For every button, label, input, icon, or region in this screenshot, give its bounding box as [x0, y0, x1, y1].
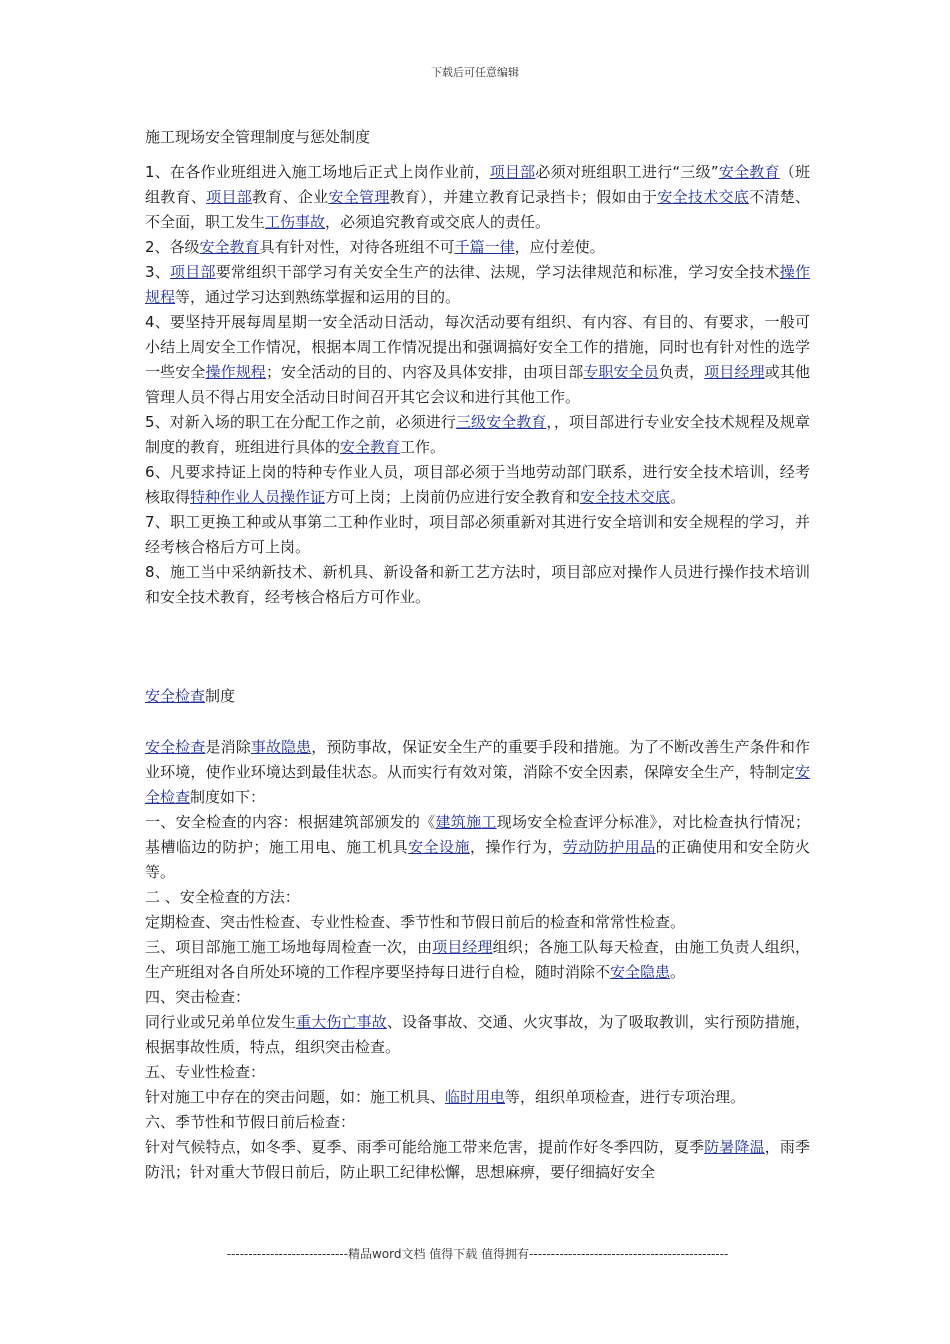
text-run: 要常组织干部学习有关安全生产的法律、法规，学习法律规范和标准，学习安全技术 — [215, 263, 780, 281]
text-run: 工作。 — [400, 438, 446, 456]
hyperlink[interactable]: 事故隐患 — [250, 738, 312, 756]
text-run: 方可上岗；上岗前仍应进行安全教育和 — [325, 488, 581, 506]
section2-title — [145, 685, 235, 706]
text-run: 教育、企业 — [252, 188, 329, 206]
page-footer: ----------------------------精品word文档 值得下载 值得拥有---------------------------------------------- — [226, 1247, 729, 1261]
text-run: ，雨季防汛；针对重大节假日前后，防止职工纪律松懈，思想麻痹，要仔细搞好安全 — [145, 1138, 810, 1181]
hyperlink[interactable]: 安全技术交底 — [580, 488, 671, 506]
text-run: 是消除 — [205, 738, 251, 756]
paragraph — [145, 1060, 810, 1085]
text-run: 四、突击检查： — [145, 988, 251, 1006]
hyperlink[interactable]: 项目部 — [170, 263, 216, 281]
text-run: 必须对班组职工进行“三级” — [535, 163, 719, 181]
text-run: 。 — [670, 963, 686, 981]
text-run: 六、季节性和节假日前后检查： — [145, 1113, 356, 1131]
text-run: 8、施工当中采纳新技术、新机具、新设备和新工艺方法时，项目部应对操作人员进行操作技术培训和安全技术教育，经考核合格后方可作业。 — [145, 563, 810, 606]
hyperlink[interactable]: 安全隐患 — [610, 963, 671, 981]
hyperlink[interactable]: 操作规程 — [145, 263, 810, 306]
text-run: 负责， — [658, 363, 705, 381]
hyperlink[interactable]: 专职安全员 — [583, 363, 659, 381]
hyperlink[interactable]: 安全检查 — [145, 687, 206, 705]
hyperlink[interactable]: 防暑降温 — [704, 1138, 765, 1156]
paragraph — [145, 510, 810, 560]
hyperlink[interactable]: 安全检查 — [145, 763, 810, 806]
text-run: ，操作行为， — [469, 838, 563, 856]
text-run: 五、专业性检查： — [145, 1063, 266, 1081]
text-run: 组织；各施工队每天检查，由施工负责人组织，生产班组对各自所处环境的工作程序要坚持每日进行自检，随时消除不 — [145, 938, 810, 981]
hyperlink[interactable]: 操作规程 — [205, 363, 266, 381]
text-run: ，必须追究教育或交底人的责任。 — [325, 213, 551, 231]
text-run: 1、在各作业班组进入施工场地后正式上岗作业前， — [145, 163, 490, 181]
hyperlink[interactable]: 安全教育 — [718, 163, 780, 181]
text-run: 2、各级 — [145, 238, 200, 256]
text-run: 、设备事故、交通、火灾事故，为了吸取教训，实行预防措施，根据事故性质，特点，组织突击检查。 — [145, 1013, 810, 1056]
text-run: 5、对新入场的职工在分配工作之前，必须进行 — [145, 413, 456, 431]
text-run: ，预防事故，保证安全生产的重要手段和措施。为了不断改善生产条件和作业环境，使作业环境达到最佳状态。从而实行有效对策，消除不安全因素，保障安全生产，特制定 — [145, 738, 810, 781]
text-run: 针对气候特点，如冬季、夏季、雨季可能给施工带来危害，提前作好冬季四防，夏季 — [145, 1138, 705, 1156]
text-run: 3、 — [145, 263, 171, 281]
paragraph — [145, 410, 810, 460]
text-run: 或其他管理人员不得占用安全活动日时间召开其它会议和进行其他工作。 — [145, 363, 810, 406]
hyperlink[interactable]: 项目部 — [489, 163, 536, 181]
hyperlink[interactable]: 临时用电 — [445, 1088, 506, 1106]
document-title: 施工现场安全管理制度与惩处制度 — [145, 128, 371, 146]
text-run: 6、凡要求持证上岗的特种专作业人员，项目部必须于当地劳动部门联系，进行安全技术培训，经考核取得 — [145, 463, 810, 506]
text-run: 不清楚、不全面，职工发生 — [145, 188, 810, 231]
paragraph — [145, 810, 810, 885]
hyperlink[interactable]: 特种作业人员操作证 — [190, 488, 326, 506]
text-run: 三、项目部施工施工场地每周检查一次，由 — [145, 938, 433, 956]
text-run: ；安全活动的目的、内容及具体安排，由项目部 — [265, 363, 584, 381]
hyperlink[interactable]: 安全检查 — [145, 738, 206, 756]
paragraph — [145, 160, 810, 235]
text-run: 定期检查、突击性检查、专业性检查、季节性和节假日前后的检查和常常性检查。 — [145, 913, 686, 931]
hyperlink[interactable]: 安全教育 — [199, 238, 260, 256]
text-run: 。 — [670, 488, 686, 506]
text-run: 4、要坚持开展每周星期一安全活动日活动，每次活动要有组织、有内容、有目的、有要求，一般可小结上周安全工作情况，根据本周工作情况提出和强调搞好安全工作的措施，同时也有针对性的选学一些安全 — [145, 313, 810, 381]
hyperlink[interactable]: 劳动防护用品 — [562, 838, 656, 856]
paragraph — [145, 235, 810, 260]
text-run: 制度如下： — [190, 788, 266, 806]
paragraph — [145, 935, 810, 985]
hyperlink[interactable]: 项目部 — [206, 188, 253, 206]
hyperlink[interactable]: 千篇一律 — [454, 238, 515, 256]
paragraph — [145, 1110, 810, 1135]
text-run: 同行业或兄弟单位发生 — [145, 1013, 297, 1031]
text-run: 现场安全检查评分标准》，对比检查执行情况；基槽临边的防护；施工用电、施工机具 — [145, 813, 810, 856]
text-run: 一、安全检查的内容：根据建筑部颁发的《 — [145, 813, 436, 831]
paragraph — [145, 885, 810, 910]
paragraph — [145, 310, 810, 410]
paragraph — [145, 460, 810, 510]
section1-body — [145, 160, 810, 610]
section2-body — [145, 735, 810, 1185]
hyperlink[interactable]: 项目经理 — [704, 363, 765, 381]
paragraph — [145, 985, 810, 1010]
paragraph — [145, 1010, 810, 1060]
hyperlink[interactable]: 安全设施 — [408, 838, 470, 856]
text-run: （班组教育、 — [145, 163, 810, 206]
text-run: ，，项目部进行专业安全技术规程及规章制度的教育，班组进行具体的 — [145, 413, 810, 456]
text-run: ，应付差使。 — [514, 238, 605, 256]
text-run: 等，通过学习达到熟练掌握和运用的目的。 — [175, 288, 461, 306]
text-run: 教育），并建立教育记录挡卡；假如由于 — [389, 188, 658, 206]
page-header: 下载后可任意编辑 — [431, 66, 519, 79]
text-run: 具有针对性，对待各班组不可 — [259, 238, 455, 256]
text-run: 二 、安全检查的方法： — [145, 888, 300, 906]
hyperlink[interactable]: 工伤事故 — [265, 213, 326, 231]
text-run: 针对施工中存在的突击问题，如：施工机具、 — [145, 1088, 446, 1106]
hyperlink[interactable]: 三级安全教育 — [455, 413, 547, 431]
paragraph — [145, 735, 810, 810]
paragraph — [145, 910, 810, 935]
hyperlink[interactable]: 建筑施工 — [435, 813, 497, 831]
text-run: 的正确使用和安全防火等。 — [145, 838, 810, 881]
hyperlink[interactable]: 安全技术交底 — [657, 188, 750, 206]
text-run: 制度 — [205, 687, 236, 705]
hyperlink[interactable]: 安全教育 — [340, 438, 401, 456]
text-run: 等，组织单项检查，进行专项治理。 — [505, 1088, 746, 1106]
hyperlink[interactable]: 项目经理 — [432, 938, 493, 956]
paragraph — [145, 1085, 810, 1110]
paragraph — [145, 260, 810, 310]
hyperlink[interactable]: 安全管理 — [328, 188, 390, 206]
paragraph — [145, 1135, 810, 1185]
hyperlink[interactable]: 重大伤亡事故 — [296, 1013, 387, 1031]
text-run: 7、职工更换工种或从事第二工种作业时，项目部必须重新对其进行安全培训和安全规程的学习，并经考核合格后方可上岗。 — [145, 513, 810, 556]
paragraph — [145, 560, 810, 610]
